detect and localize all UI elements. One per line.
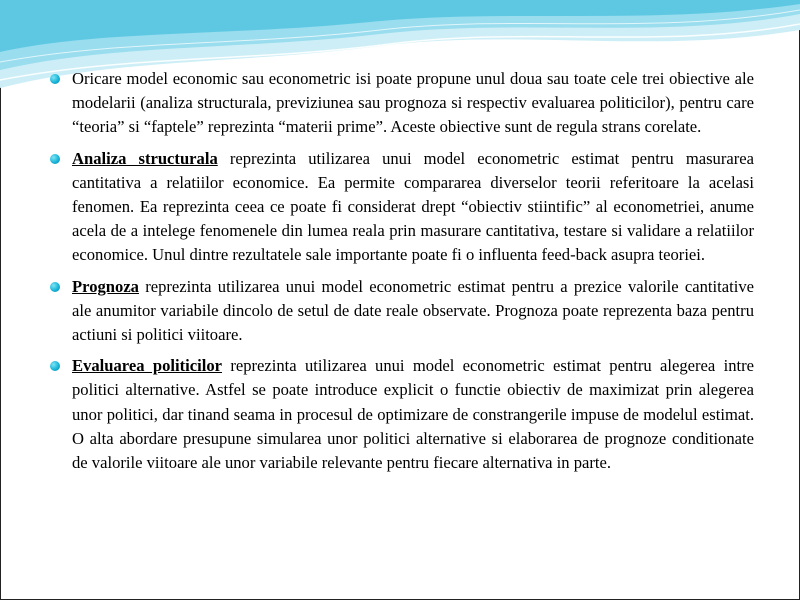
- bullet-icon: [50, 361, 60, 371]
- bullet-term: Prognoza: [72, 276, 139, 296]
- bullet-icon: [50, 74, 60, 84]
- bullet-item-structural-analysis: [50, 147, 754, 268]
- bullet-item-objectives: [50, 67, 754, 140]
- bullet-text: reprezinta utilizarea unui model econometric estimat pentru alegerea intre politici alternative. Astfel se poate introduce explicit o functie obiectiv de maximizat prin alegerea unor politici, dar tinand seama in procesul de optimizare de constrangerile impuse de modelul estimat. O alta abordare presupune simularea unor politici alternative si elaborarea de prognoze conditionate de valorile viitoare ale unor variabile relevante pentru fiecare alternativa in parte.: [72, 356, 754, 473]
- bullet-item-forecast: [50, 275, 754, 348]
- bullet-icon: [50, 282, 60, 292]
- slide-content: [50, 67, 754, 482]
- bullet-term: Analiza structurala: [72, 148, 218, 168]
- bullet-text: Oricare model economic sau econometric isi poate propune unul doua sau toate cele trei obiective ale modelarii (analiza structurala, previziunea sau prognoza si respectiv evaluarea politicilor), pentru care “teoria” si “faptele” reprezinta “materii prime”. Aceste obiective sunt de regula strans corelate.: [72, 69, 754, 137]
- bullet-text: reprezinta utilizarea unui model econometric estimat pentru a prezice valorile cantitative ale anumitor variabile dincolo de setul de date reale observate. Prognoza poate reprezenta baza pentru actiuni si politici viitoare.: [72, 276, 754, 345]
- bullet-item-policy-evaluation: [50, 354, 754, 475]
- bullet-term: Evaluarea politicilor: [72, 356, 222, 376]
- bullet-text: reprezinta utilizarea unui model econometric estimat pentru masurarea cantitativa a relatiilor economice. Ea permite compararea diverselor teorii referitoare la acelasi fenomen. Ea reprezinta ceea ce poate fi considerat drept “obiectiv stiintific” al econometriei, anume acela de a intelege fenomenele din lumea reala prin masurare cantitativa, testare si validare a relatiilor economice. Unul dintre rezultatele sale importante poate fi o influenta feed-back asupra teoriei.: [72, 148, 754, 265]
- bullet-icon: [50, 154, 60, 164]
